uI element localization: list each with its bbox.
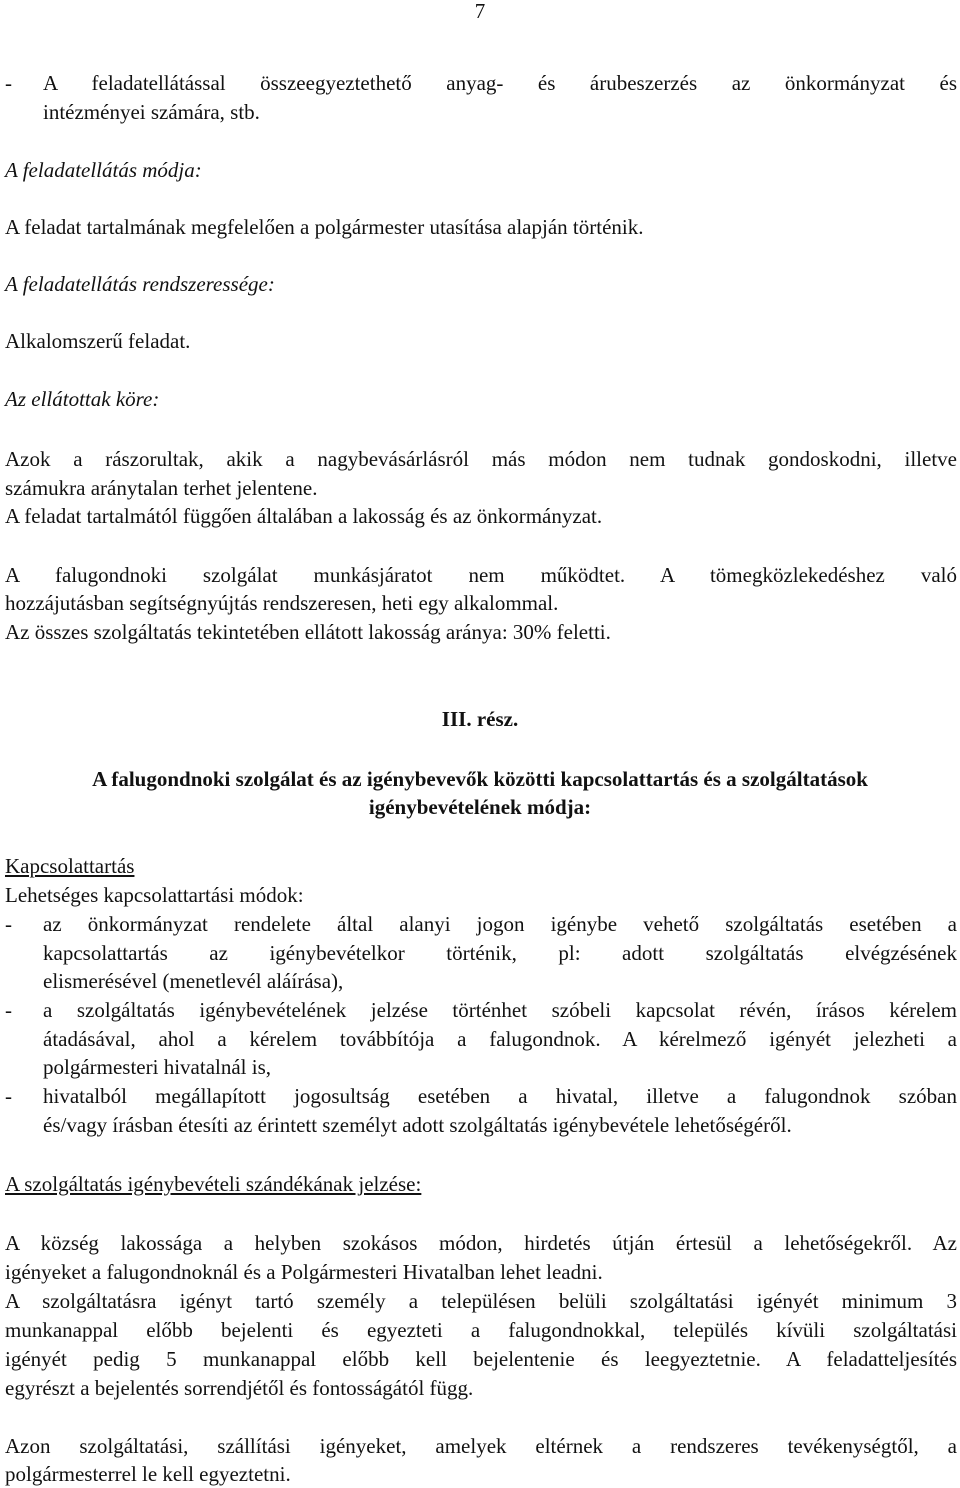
contact-item-line: a szolgáltatás igénybevételének jelzése történhet szóbeli kapcsolat révén, írásos kérelem bbox=[43, 998, 957, 1022]
page-number: 7 bbox=[474, 0, 486, 23]
contact-item-line: átadásával, ahol a kérelem továbbítója a falugondnok. A kérelmező igényét jelezheti a bbox=[43, 1027, 957, 1051]
contact-item-line: hivatalból megállapított jogosultság esetében a hivatal, illetve a falugondnok szóban bbox=[43, 1084, 957, 1108]
contact-item-line: polgármesteri hivatalnál is, bbox=[43, 1055, 272, 1079]
intro-item-line: intézményei számára, stb. bbox=[43, 100, 260, 124]
mode-text: A feladat tartalmának megfelelően a polgármester utasítása alapján történik. bbox=[5, 215, 644, 239]
intent-heading: A szolgáltatás igénybevételi szándékának jelzése: bbox=[5, 1172, 422, 1196]
service-note-line: A falugondnoki szolgálat munkásjáratot nem működtet. A tömegközlekedéshez való bbox=[5, 563, 957, 587]
contact-heading: Kapcsolattartás bbox=[5, 854, 135, 878]
recipients-line: Azok a rászorultak, akik a nagybevásárlásról más módon nem tudnak gondoskodni, illetve bbox=[5, 447, 957, 471]
intent-paragraph-line: polgármesterrel le kell egyeztetni. bbox=[5, 1462, 291, 1486]
recipients-line: számukra aránytalan terhet jelentene. bbox=[5, 476, 318, 500]
contact-item-line: az önkormányzat rendelete által alanyi jogon igénybe vehető szolgáltatás esetében a bbox=[43, 912, 957, 936]
intent-paragraph-line: A szolgáltatásra igényt tartó személy a településen belüli szolgáltatási igényét minimum 3 bbox=[5, 1289, 957, 1313]
intent-paragraph-line: A község lakossága a helyben szokásos módon, hirdetés útján értesül a lehetőségekről. Az bbox=[5, 1231, 957, 1255]
mode-heading: A feladatellátás módja: bbox=[5, 158, 202, 182]
part-subtitle: A falugondnoki szolgálat és az igénybevevők közötti kapcsolattartás és a szolgáltatások bbox=[92, 767, 868, 791]
intent-paragraph-line: igényeket a falugondnoknál és a Polgármesteri Hivatalban lehet leadni. bbox=[5, 1260, 603, 1284]
list-dash: - bbox=[5, 1084, 12, 1108]
intro-item-line: A feladatellátással összeegyeztethető anyag- és árubeszerzés az önkormányzat és bbox=[43, 71, 957, 95]
intent-paragraph-line: Azon szolgáltatási, szállítási igényeket, amelyek eltérnek a rendszeres tevékenységtől, a bbox=[5, 1434, 957, 1458]
contact-item-line: kapcsolattartás az igénybevételkor történik, pl: adott szolgáltatás elvégzésének bbox=[43, 941, 957, 965]
contact-item-line: elismerésével (menetlevél aláírása), bbox=[43, 969, 344, 993]
part-title: III. rész. bbox=[441, 707, 519, 731]
contact-intro: Lehetséges kapcsolattartási módok: bbox=[5, 883, 304, 907]
regularity-text: Alkalomszerű feladat. bbox=[5, 329, 191, 353]
recipients-heading: Az ellátottak köre: bbox=[5, 387, 160, 411]
list-dash: - bbox=[5, 71, 12, 95]
intent-paragraph-line: munkanappal előbb bejelenti és egyezteti a falugondnokkal, település kívüli szolgáltatási bbox=[5, 1318, 957, 1342]
contact-item-line: és/vagy írásban étesíti az érintett személyt adott szolgáltatás igénybevétele lehetőségéről. bbox=[43, 1113, 792, 1137]
part-subtitle: igénybevételének módja: bbox=[368, 795, 592, 819]
list-dash: - bbox=[5, 912, 12, 936]
intent-paragraph-line: igényét pedig 5 munkanappal előbb kell bejelentenie és leegyeztetnie. A feladatteljesítés bbox=[5, 1347, 957, 1371]
list-dash: - bbox=[5, 998, 12, 1022]
intent-paragraph-line: egyrészt a bejelentés sorrendjétől és fontosságától függ. bbox=[5, 1376, 474, 1400]
service-note-line: Az összes szolgáltatás tekintetében ellátott lakosság aránya: 30% feletti. bbox=[5, 620, 611, 644]
regularity-heading: A feladatellátás rendszeressége: bbox=[5, 272, 275, 296]
service-note-line: hozzájutásban segítségnyújtás rendszeresen, heti egy alkalommal. bbox=[5, 591, 559, 615]
recipients-line: A feladat tartalmától függően általában a lakosság és az önkormányzat. bbox=[5, 504, 603, 528]
